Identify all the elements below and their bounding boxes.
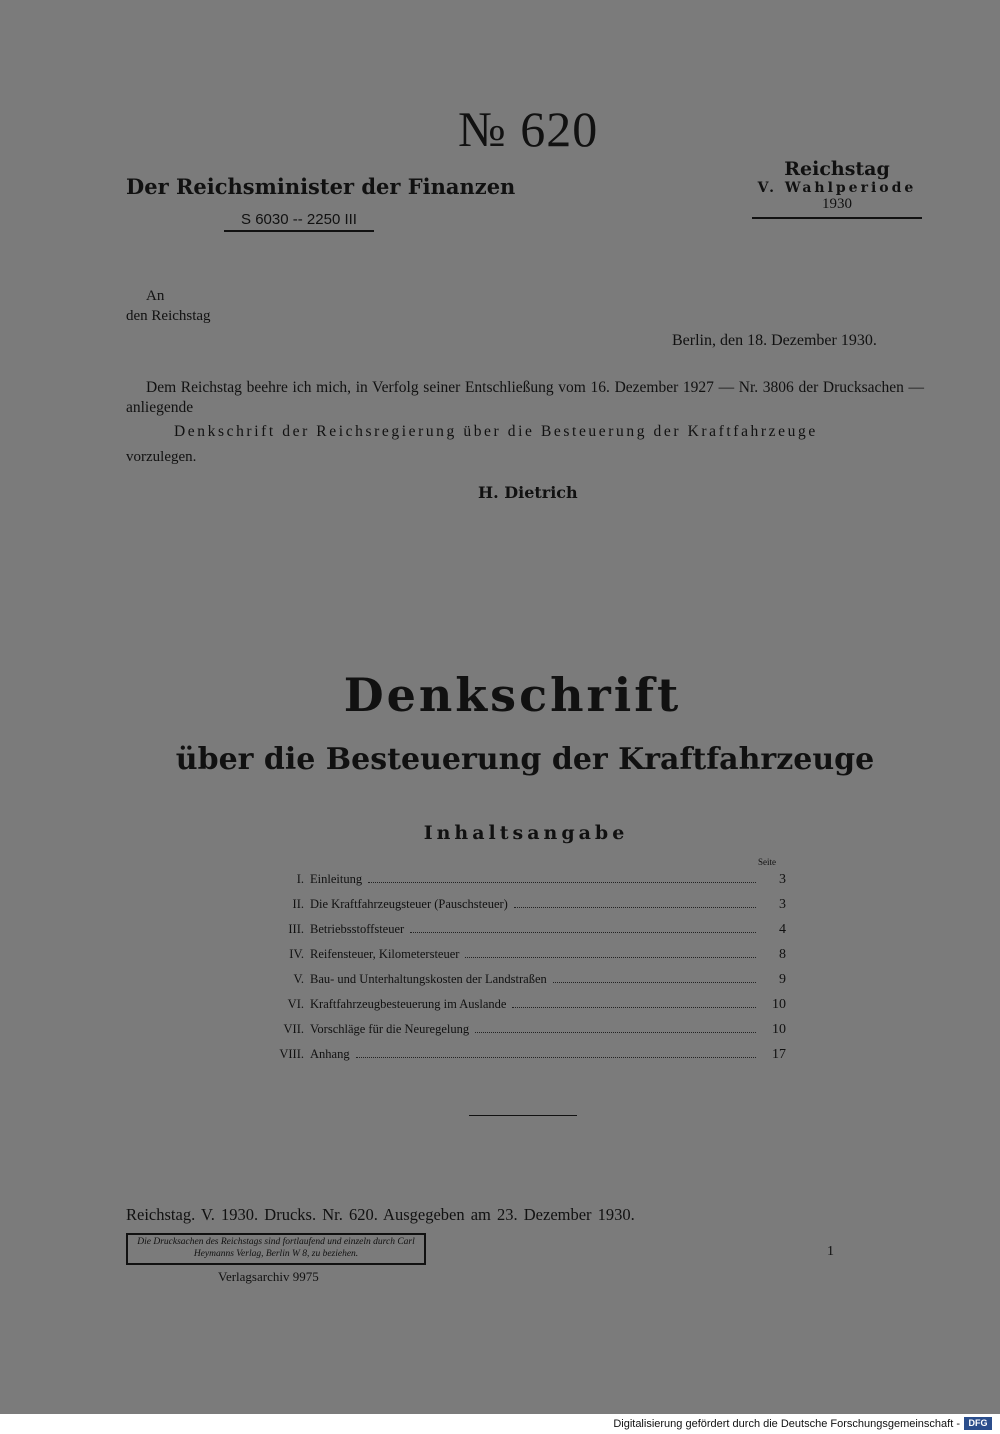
sub-title: über die Besteuerung der Kraftfahrzeuge: [175, 742, 875, 777]
toc-entry-page: 17: [772, 1047, 786, 1062]
digitization-note: Digitalisierung gefördert durch die Deutsche Forschungsgemeinschaft -: [613, 1418, 960, 1430]
toc-entry-page: 4: [779, 922, 786, 937]
toc-entry: [256, 872, 786, 897]
address-line-2: den Reichstag: [126, 308, 211, 324]
letter-body: Dem Reichstag beehre ich mich, in Verfolg seiner Entschließung vom 16. Dezember 1927 — Nr. 3806 der Drucksachen — anliegende: [126, 379, 924, 416]
toc-page-label: Seite: [758, 857, 776, 867]
reichstag-year: 1930: [822, 196, 852, 212]
enclosure-title: Denkschrift der Reichsregierung über die Besteuerung der Kraftfahrzeuge: [174, 423, 818, 440]
toc-entry-number: IV.: [289, 947, 304, 961]
toc-entry: [256, 947, 786, 972]
toc-entry-number: VI.: [287, 997, 304, 1011]
toc-entry-number: VII.: [283, 1022, 304, 1036]
ministry-reference: S 6030 -- 2250 III: [224, 211, 374, 232]
toc-entry-page: 10: [772, 1022, 786, 1037]
address-line-1: An: [146, 288, 165, 304]
toc-leader-dots: [512, 999, 756, 1008]
toc-entry: [256, 922, 786, 947]
toc-entry: [256, 1022, 786, 1047]
toc-entry: [256, 897, 786, 922]
page-number: 1: [827, 1244, 834, 1259]
main-title: Denkschrift: [343, 668, 682, 722]
toc-entry-number: II.: [292, 897, 304, 911]
toc-entry-title: Vorschläge für die Neuregelung: [310, 1022, 470, 1036]
archive-number: Verlagsarchiv 9975: [218, 1269, 319, 1284]
toc-entry-page: 10: [772, 997, 786, 1012]
letter-date: Berlin, den 18. Dezember 1930.: [672, 332, 877, 349]
toc-entry-title: Bau- und Unterhaltungskosten der Landstraßen: [310, 972, 547, 986]
publisher-notice: Die Drucksachen des Reichstags sind fortlaufend und einzeln durch Carl Heymanns Verlag, Berlin W 8, zu beziehen.: [126, 1233, 426, 1265]
toc-entry-number: V.: [293, 972, 304, 986]
digitization-footer: [0, 1414, 1000, 1434]
toc-leader-dots: [410, 924, 756, 933]
toc-leader-dots: [356, 1049, 756, 1058]
dfg-logo-icon: DFG: [964, 1417, 992, 1430]
table-of-contents: [256, 872, 786, 1072]
toc-heading: Inhaltsangabe: [423, 822, 629, 844]
issue-line: Reichstag. V. 1930. Drucks. Nr. 620. Ausgegeben am 23. Dezember 1930.: [126, 1205, 635, 1224]
letter-closing-verb: vorzulegen.: [126, 449, 197, 465]
toc-entry: [256, 972, 786, 997]
toc-entry-number: VIII.: [279, 1047, 304, 1061]
toc-leader-dots: [475, 1024, 756, 1033]
toc-entry: [256, 997, 786, 1022]
toc-entry-title: Einleitung: [310, 872, 363, 886]
toc-entry-page: 3: [779, 897, 786, 912]
toc-entry-title: Reifensteuer, Kilometersteuer: [310, 947, 460, 961]
toc-leader-dots: [368, 874, 756, 883]
toc-entry: [256, 1047, 786, 1072]
document-number: № 620: [458, 101, 599, 157]
toc-entry-title: Die Kraftfahrzeugsteuer (Pauschsteuer): [310, 897, 508, 911]
reichstag-header: [752, 158, 922, 219]
toc-leader-dots: [465, 949, 756, 958]
toc-entry-page: 3: [779, 872, 786, 887]
toc-entry-title: Kraftfahrzeugbesteuerung im Auslande: [310, 997, 507, 1011]
toc-entry-number: III.: [288, 922, 304, 936]
toc-entry-page: 8: [779, 947, 786, 962]
section-divider: [469, 1115, 577, 1116]
toc-leader-dots: [553, 974, 756, 983]
signature: H. Dietrich: [478, 483, 578, 502]
toc-entry-number: I.: [296, 872, 304, 886]
toc-entry-page: 9: [779, 972, 786, 987]
reichstag-label: Reichstag: [784, 158, 890, 180]
ministry-name: Der Reichsminister der Finanzen: [126, 174, 516, 199]
toc-entry-title: Betriebsstoffsteuer: [310, 922, 405, 936]
wahlperiode-label: V. Wahlperiode: [757, 180, 917, 196]
toc-leader-dots: [514, 899, 756, 908]
toc-entry-title: Anhang: [310, 1047, 350, 1061]
